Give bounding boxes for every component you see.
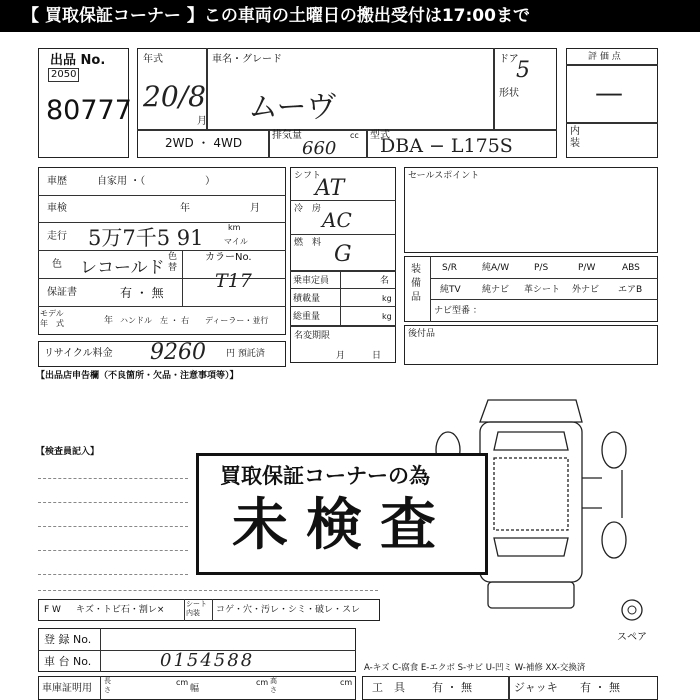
capacity-label: 乗車定員 [293, 276, 330, 286]
equip-awheel: 純A/W [482, 263, 510, 273]
weight-label: 総重量 [293, 312, 321, 322]
history-value: 自家用 ・（ ） [97, 176, 216, 187]
door-value: 5 [516, 58, 530, 83]
equip-abs: ABS [622, 263, 640, 273]
equip-navi: 純ナビ [482, 285, 510, 295]
banner: 【 買取保証コーナー 】この車両の土曜日の搬出受付は17:00まで [0, 0, 700, 32]
height-label: 高 さ [270, 677, 277, 694]
deadline-unit: 月 日 [336, 351, 382, 361]
ac-label: 冷 房 [294, 204, 322, 214]
recycle-value: 9260 [150, 340, 206, 365]
model-value: DBA − L175S [380, 135, 513, 157]
inspection-label: 車検 [47, 203, 67, 214]
fw-label: F W [44, 605, 61, 615]
length-unit: cm [176, 678, 189, 687]
equip-airbag: エアB [618, 285, 643, 295]
chassis-label: 車 台 No. [44, 655, 92, 668]
color-change: 色 替 [168, 252, 178, 273]
equip-pw: P/W [578, 263, 596, 273]
inspector-note: 【検査員記入】 [36, 447, 100, 457]
lot-label: 出品 No. [50, 53, 106, 68]
seat-label: シート 内装 [186, 600, 207, 617]
warranty-label: 保証書 [47, 287, 77, 298]
model-year-label: モデル 年 式 [40, 309, 64, 328]
score-label: 評 価 点 [588, 52, 621, 62]
height-unit: cm [340, 678, 353, 687]
seller-note: 【出品店申告欄（不良箇所・欠品・注意事項等）】 [36, 371, 239, 381]
recycle-label: リサイクル料金 [44, 348, 113, 359]
tools-value: 有 ・ 無 [432, 681, 472, 694]
aftermarket-box [404, 325, 658, 365]
lot-number: 80777 [46, 95, 132, 126]
shift-value: AT [315, 176, 345, 201]
handle: ハンドル 左 ・ 右 [120, 316, 190, 325]
mileage-value: 5万7千5 91 [88, 226, 204, 250]
chassis-value: 0154588 [160, 650, 255, 671]
warranty-value: 有 ・ 無 [120, 286, 164, 300]
load-label: 積載量 [293, 294, 321, 304]
year-value: 20/8 [143, 80, 206, 113]
width-label: 幅 [190, 684, 200, 694]
cert-label: 車庫証明用 [42, 683, 92, 694]
spare-label: スペア [617, 632, 647, 643]
door-label: ドア [499, 54, 519, 65]
month-mark: 月 [197, 116, 207, 127]
model-year-unit: 年 [104, 316, 114, 326]
mileage-label: 走行 [47, 231, 67, 242]
equip-sr: S/R [442, 263, 457, 273]
equip-tv: 純TV [440, 285, 461, 295]
displacement-value: 660 [302, 138, 337, 159]
load-unit: kg [382, 294, 392, 303]
seat-text: コゲ・穴・汚レ・シミ・破レ・スレ [216, 605, 361, 615]
equip-leather: 革シート [524, 285, 561, 295]
colorno-value: T17 [215, 270, 252, 292]
drive-type: 2WD ・ 4WD [165, 136, 243, 150]
mileage-km: km [228, 223, 241, 232]
fuel-value: G [334, 242, 352, 267]
recycle-unit: 円 預託済 [226, 349, 265, 359]
color-value: レコールド [80, 258, 165, 278]
shift-label: シフト [294, 171, 322, 181]
car-name-value: ムーヴ [248, 90, 337, 125]
legend: A-キズ C-腐食 E-エクボ S-サビ U-凹ミ W-補修 XX-交換済 [364, 663, 586, 673]
deadline-label: 名変期限 [294, 331, 331, 341]
score-value: — [595, 76, 623, 109]
interior-label: 内 装 [570, 126, 580, 149]
tools-label: 工 具 [372, 681, 405, 694]
car-name-label: 車名・グレード [212, 54, 282, 65]
equipment-label: 装 備 品 [411, 264, 421, 303]
navi-model: ナビ型番 ： [434, 306, 482, 316]
stamp-line1: 買取保証コーナーの為 [220, 464, 430, 488]
stamp-line2: 未検査 [232, 493, 454, 558]
width-unit: cm [256, 678, 269, 687]
equip-ext-navi: 外ナビ [572, 285, 600, 295]
jack-label: ジャッキ [514, 681, 558, 694]
fuel-label: 燃 料 [294, 238, 322, 248]
displacement-label: 排気量 [272, 130, 302, 141]
jack-value: 有 ・ 無 [580, 681, 620, 694]
displacement-unit: cc [350, 131, 359, 140]
sales-label: セールスポイント [408, 171, 480, 181]
ac-value: AC [322, 208, 352, 232]
history-label: 車歴 [47, 176, 67, 187]
color-label: 色 [52, 259, 62, 270]
aftermarket-label: 後付品 [408, 329, 436, 339]
inspection-year: 年 [180, 203, 190, 214]
length-label: 長 さ [104, 677, 111, 694]
equip-ps: P/S [534, 263, 549, 273]
colorno-label: カラーNo. [205, 252, 252, 263]
reg-label: 登 録 No. [44, 633, 92, 646]
mileage-mile: マイル [224, 237, 248, 246]
fw-text: キズ・トビ石・割レ× [76, 605, 165, 615]
dealer: ディーラー・並行 [205, 316, 269, 325]
year-label: 年式 [143, 54, 163, 65]
model-label: 型式 [370, 130, 390, 141]
inspection-month: 月 [250, 203, 260, 214]
shape-label: 形状 [499, 88, 519, 99]
weight-unit: kg [382, 312, 392, 321]
capacity-unit: 名 [380, 276, 390, 286]
lot-stamp-number: 2050 [48, 68, 79, 82]
